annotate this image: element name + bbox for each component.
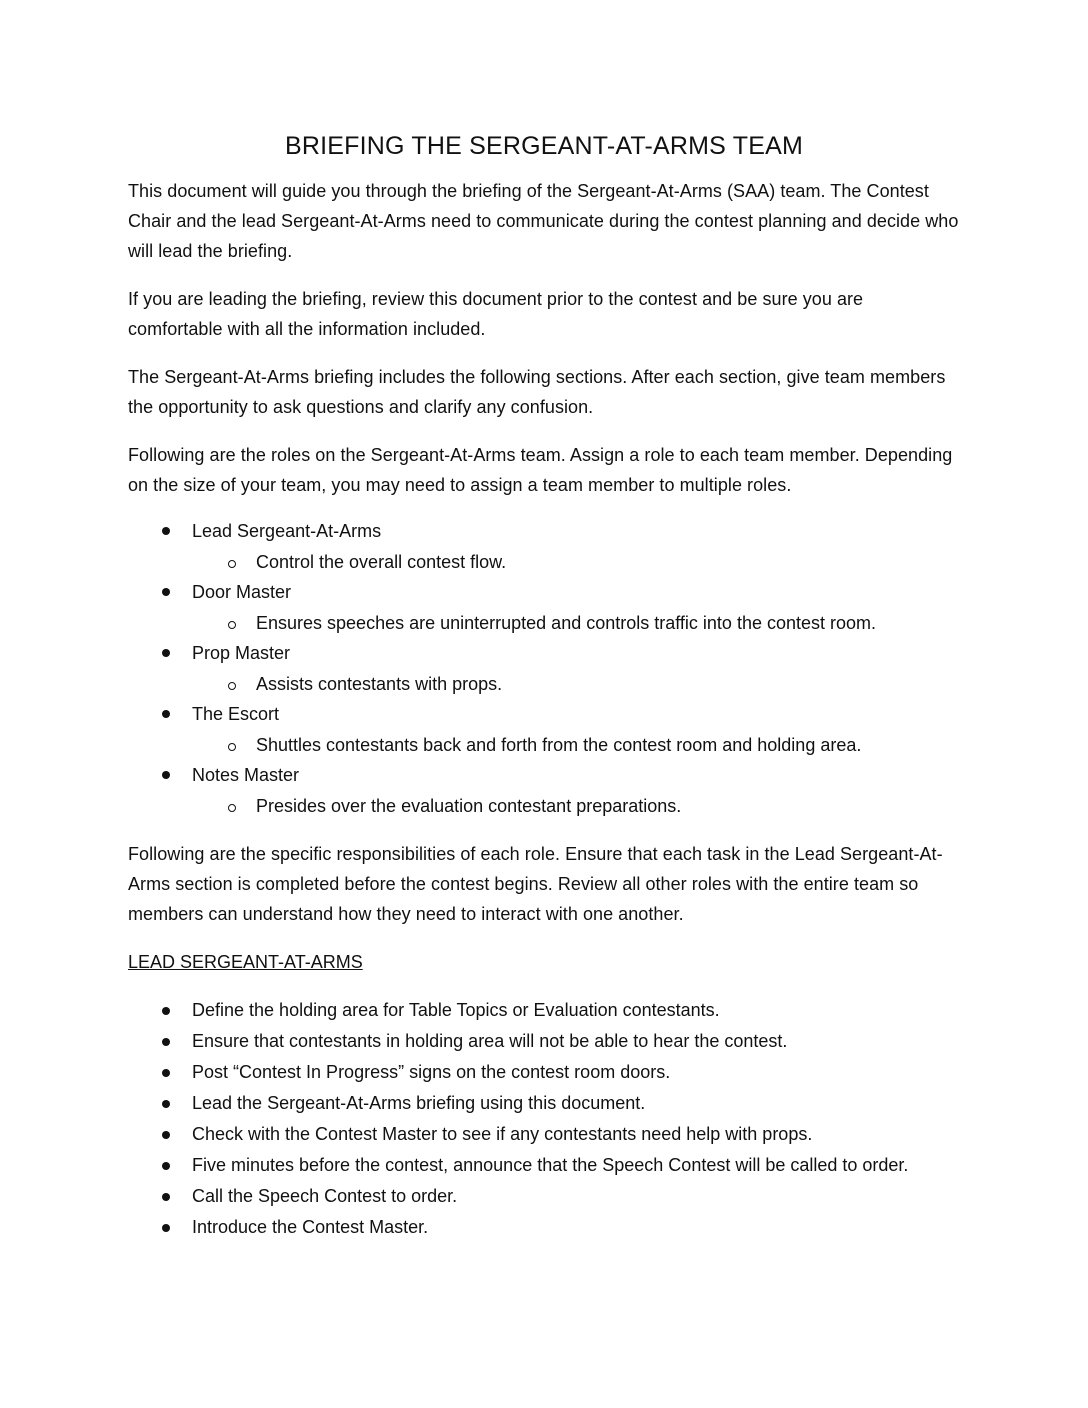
role-description-text: Control the overall contest flow. bbox=[256, 551, 507, 572]
bullet-icon bbox=[162, 1038, 170, 1046]
role-name: Notes Master bbox=[192, 765, 300, 785]
role-name: Door Master bbox=[192, 582, 292, 602]
role-description bbox=[128, 547, 960, 578]
task-text: Check with the Contest Master to see if any contestants need help with props. bbox=[192, 1124, 813, 1144]
bullet-icon bbox=[162, 649, 170, 657]
bullet-icon bbox=[162, 1193, 170, 1201]
responsibilities-paragraph: Following are the specific responsibilities of each role. Ensure that each task in the Lead Sergeant-At-Arms section is completed before the contest begins. Review all other roles with the entire team so members can understand how they need to interact with one another. bbox=[128, 844, 943, 924]
role-description bbox=[128, 730, 960, 761]
task-text: Post “Contest In Progress” signs on the contest room doors. bbox=[192, 1062, 671, 1082]
role-description bbox=[128, 608, 960, 639]
bullet-icon bbox=[162, 1100, 170, 1108]
task-item bbox=[128, 1058, 960, 1087]
roles-list bbox=[128, 516, 960, 821]
role-description bbox=[128, 669, 960, 700]
bullet-icon bbox=[162, 771, 170, 779]
role-description bbox=[128, 791, 960, 822]
task-item bbox=[128, 1213, 960, 1242]
circle-bullet-icon bbox=[228, 560, 236, 568]
role-description-text: Presides over the evaluation contestant preparations. bbox=[256, 795, 682, 816]
task-text: Define the holding area for Table Topics or Evaluation contestants. bbox=[192, 1000, 720, 1020]
task-text: Ensure that contestants in holding area will not be able to hear the contest. bbox=[192, 1031, 788, 1051]
role-item bbox=[128, 699, 960, 730]
task-item bbox=[128, 1151, 960, 1180]
role-name: Lead Sergeant-At-Arms bbox=[192, 521, 382, 541]
lead-section-heading: LEAD SERGEANT-AT-ARMS bbox=[128, 952, 363, 972]
task-item bbox=[128, 1027, 960, 1056]
bullet-icon bbox=[162, 1224, 170, 1232]
circle-bullet-icon bbox=[228, 621, 236, 629]
role-name: Prop Master bbox=[192, 643, 291, 663]
circle-bullet-icon bbox=[228, 743, 236, 751]
task-item bbox=[128, 996, 960, 1025]
bullet-icon bbox=[162, 1162, 170, 1170]
role-description-text: Assists contestants with props. bbox=[256, 673, 503, 694]
task-item bbox=[128, 1120, 960, 1149]
task-text: Lead the Sergeant-At-Arms briefing using this document. bbox=[192, 1093, 646, 1113]
bullet-icon bbox=[162, 1131, 170, 1139]
sections-paragraph: The Sergeant-At-Arms briefing includes the following sections. After each section, give team members the opportunity to ask questions and clarify any confusion. bbox=[128, 367, 946, 417]
bullet-icon bbox=[162, 1069, 170, 1077]
bullet-icon bbox=[162, 710, 170, 718]
bullet-icon bbox=[162, 527, 170, 535]
role-name: The Escort bbox=[192, 704, 280, 724]
task-item bbox=[128, 1182, 960, 1211]
task-item bbox=[128, 1089, 960, 1118]
role-item bbox=[128, 638, 960, 669]
document-title: BRIEFING THE SERGEANT-AT-ARMS TEAM bbox=[285, 132, 803, 160]
task-text: Introduce the Contest Master. bbox=[192, 1217, 429, 1237]
lead-tasks-list bbox=[128, 996, 960, 1242]
role-description-text: Ensures speeches are uninterrupted and controls traffic into the contest room. bbox=[256, 612, 877, 633]
circle-bullet-icon bbox=[228, 682, 236, 690]
bullet-icon bbox=[162, 1007, 170, 1015]
bullet-icon bbox=[162, 588, 170, 596]
task-text: Five minutes before the contest, announce that the Speech Contest will be called to order. bbox=[192, 1155, 909, 1175]
document-body bbox=[128, 128, 960, 1244]
roles-intro-paragraph: Following are the roles on the Sergeant-At-Arms team. Assign a role to each team member. Depending on the size of your team, you may need to assign a team member to multiple roles. bbox=[128, 445, 953, 495]
review-paragraph: If you are leading the briefing, review this document prior to the contest and be sure you are comfortable with all the information included. bbox=[128, 289, 864, 339]
role-item bbox=[128, 516, 960, 547]
intro-paragraph: This document will guide you through the briefing of the Sergeant-At-Arms (SAA) team. The Contest Chair and the lead Sergeant-At-Arms need to communicate during the contest planning and decide who will lead the briefing. bbox=[128, 181, 959, 261]
role-description-text: Shuttles contestants back and forth from the contest room and holding area. bbox=[256, 734, 862, 755]
circle-bullet-icon bbox=[228, 804, 236, 812]
task-text: Call the Speech Contest to order. bbox=[192, 1186, 458, 1206]
role-item bbox=[128, 577, 960, 608]
role-item bbox=[128, 760, 960, 791]
